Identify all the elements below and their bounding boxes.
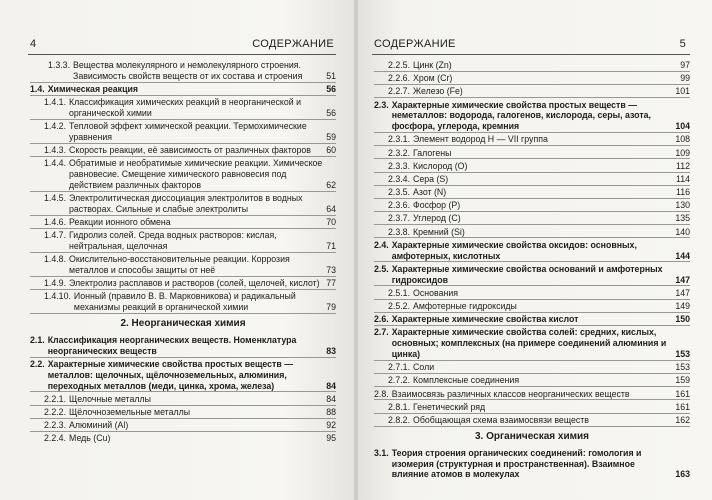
entry-title: Комплексные соединения bbox=[413, 375, 520, 386]
entry-title: Углерод (C) bbox=[413, 213, 461, 224]
entry-title: Характерные химические свойства простых веществ — металлов: щелочных, щёлочноземельных, алюминия, переходных металлов (меди, цинка, хрома, железа) bbox=[47, 359, 294, 391]
entry-title: Окислительно-восстановительные реакции. Коррозия металлов и способы защиты от неё bbox=[69, 254, 290, 276]
entry-number: 2.3.1. bbox=[388, 134, 411, 145]
page-number: 5 bbox=[679, 38, 686, 50]
entry-number: 2.3. bbox=[374, 99, 389, 110]
entry-title: Характерные химические свойства оксидов: основных, амфотерных, кислотных bbox=[391, 239, 637, 261]
entry-page: 59 bbox=[326, 131, 336, 142]
toc-entry[interactable] bbox=[374, 73, 690, 85]
entry-number: 2.2.6. bbox=[388, 73, 411, 84]
toc-entry[interactable] bbox=[30, 60, 336, 83]
entry-number: 1.4. bbox=[30, 83, 45, 94]
entry-number: 1.4.6. bbox=[44, 217, 67, 228]
toc-entry[interactable] bbox=[374, 362, 690, 374]
entry-title: Кислород (O) bbox=[413, 160, 468, 171]
entry-number: 2.3.3. bbox=[388, 160, 411, 171]
entry-page: 84 bbox=[326, 393, 336, 404]
entry-number: 1.4.5. bbox=[44, 193, 67, 204]
toc-entry[interactable] bbox=[30, 121, 336, 144]
entry-number: 2.7.2. bbox=[388, 375, 411, 386]
entry-title: Цинк (Zn) bbox=[413, 60, 452, 70]
entry-title: Скорость реакции, её зависимость от различных факторов bbox=[69, 145, 311, 156]
entry-title: Тепловой эффект химической реакции. Термохимические уравнения bbox=[69, 121, 307, 142]
toc-entry[interactable] bbox=[374, 148, 690, 160]
toc-entry[interactable] bbox=[30, 158, 336, 191]
toc-entry[interactable] bbox=[374, 213, 690, 225]
entry-title: Щёлочноземельные металлы bbox=[69, 406, 191, 417]
toc-entry[interactable] bbox=[374, 240, 690, 263]
entry-number: 1.3.3. bbox=[48, 60, 71, 70]
entry-title: Классификация неорганических веществ. Номенклатура неорганических веществ bbox=[47, 335, 297, 356]
entry-title: Элемент водород H — VII группа bbox=[413, 134, 548, 145]
right-page bbox=[358, 0, 712, 500]
toc-entry[interactable] bbox=[374, 187, 690, 199]
entry-title: Амфотерные гидроксиды bbox=[413, 301, 517, 311]
toc-entry[interactable] bbox=[30, 217, 336, 229]
header-rule bbox=[372, 54, 690, 55]
entry-page: 161 bbox=[675, 401, 690, 412]
toc-entry[interactable] bbox=[374, 448, 690, 480]
entry-page: 64 bbox=[326, 203, 336, 214]
entry-page: 97 bbox=[680, 60, 690, 70]
entry-title: Электролиз расплавов и растворов (солей, щелочей, кислот) bbox=[69, 278, 320, 289]
entry-title: Сера (S) bbox=[413, 173, 449, 184]
chapter-heading: 2. Неорганическая химия bbox=[120, 318, 246, 330]
entry-page: 149 bbox=[675, 301, 690, 311]
header-rule bbox=[28, 54, 336, 55]
toc-entry[interactable] bbox=[30, 193, 336, 216]
entry-number: 1.4.8. bbox=[44, 254, 67, 265]
entry-title: Железо (Fe) bbox=[413, 86, 463, 97]
toc-left bbox=[30, 60, 336, 446]
entry-page: 70 bbox=[326, 217, 336, 228]
entry-number: 2.3.4. bbox=[388, 173, 411, 184]
entry-page: 153 bbox=[675, 348, 690, 359]
entry-title: Хром (Cr) bbox=[413, 73, 453, 84]
entry-page: 88 bbox=[326, 406, 336, 417]
toc-entry[interactable] bbox=[374, 134, 690, 146]
entry-title: Классификация химических реакций в неорганической и органической химии bbox=[69, 97, 302, 118]
entry-page: 83 bbox=[326, 345, 336, 356]
entry-page: 51 bbox=[326, 70, 336, 81]
entry-title: Генетический ряд bbox=[413, 401, 486, 412]
entry-number: 2.7. bbox=[374, 327, 389, 338]
entry-title: Соли bbox=[413, 362, 435, 373]
toc-entry[interactable] bbox=[374, 100, 690, 133]
entry-number: 2.2.3. bbox=[44, 420, 67, 431]
toc-entry[interactable] bbox=[30, 359, 336, 392]
toc-right bbox=[374, 60, 690, 481]
toc-entry[interactable] bbox=[374, 402, 690, 414]
entry-number: 2.3.5. bbox=[388, 187, 411, 198]
running-title: СОДЕРЖАНИЕ bbox=[252, 38, 334, 50]
toc-entry[interactable] bbox=[374, 375, 690, 387]
running-title: СОДЕРЖАНИЕ bbox=[374, 38, 456, 50]
entry-title: Медь (Cu) bbox=[69, 433, 111, 444]
entry-page: 150 bbox=[675, 314, 690, 325]
entry-number: 1.4.2. bbox=[44, 121, 67, 132]
entry-title: Алюминий (Al) bbox=[69, 420, 129, 431]
entry-title: Обратимые и необратимые химические реакции. Химическое равновесие. Смещение химического равновесия под действием различных факторов bbox=[69, 158, 323, 190]
entry-page: 159 bbox=[675, 375, 690, 386]
entry-number: 2.7.1. bbox=[388, 362, 411, 373]
entry-page: 62 bbox=[326, 179, 336, 190]
toc-entry[interactable] bbox=[374, 200, 690, 212]
entry-number: 2.2.2. bbox=[44, 406, 67, 417]
entry-title: Кремний (Si) bbox=[413, 226, 465, 237]
entry-number: 2.2.4. bbox=[44, 433, 67, 444]
entry-page: 84 bbox=[326, 380, 336, 391]
entry-title: Взаимосвязь различных классов неорганических веществ bbox=[391, 388, 630, 399]
toc-entry[interactable] bbox=[374, 389, 690, 401]
entry-number: 2.3.2. bbox=[388, 147, 411, 158]
toc-entry[interactable] bbox=[374, 288, 690, 300]
entry-number: 1.4.9. bbox=[44, 278, 67, 289]
entry-page: 116 bbox=[675, 187, 690, 198]
entry-page: 73 bbox=[326, 265, 336, 276]
page-number: 4 bbox=[30, 38, 37, 50]
toc-entry[interactable] bbox=[30, 230, 336, 253]
entry-title: Электролитическая диссоциация электролитов в водных растворах. Сильные и слабые электролиты bbox=[69, 193, 303, 214]
entry-number: 2.2.1. bbox=[44, 393, 67, 404]
toc-entry[interactable] bbox=[30, 420, 336, 432]
entry-page: 95 bbox=[326, 433, 336, 444]
toc-entry[interactable] bbox=[30, 407, 336, 419]
toc-entry[interactable] bbox=[374, 174, 690, 186]
entry-page: 114 bbox=[675, 173, 690, 184]
toc-entry[interactable] bbox=[374, 415, 690, 427]
toc-entry[interactable] bbox=[374, 327, 690, 360]
entry-number: 2.5. bbox=[374, 263, 389, 274]
toc-entry[interactable] bbox=[374, 314, 690, 326]
entry-number: 2.3.6. bbox=[388, 200, 411, 211]
entry-title: Характерные химические свойства простых веществ — неметаллов: водорода, галогенов, кислорода, серы, азота, фосфора, углерода, кремния bbox=[391, 99, 651, 132]
entry-page: 60 bbox=[326, 145, 336, 156]
toc-entry[interactable] bbox=[30, 433, 336, 444]
entry-page: 56 bbox=[326, 83, 336, 94]
entry-number: 2.4. bbox=[374, 239, 389, 250]
entry-number: 1.4.7. bbox=[44, 230, 67, 241]
entry-number: 1.4.10. bbox=[44, 291, 71, 302]
entry-page: 112 bbox=[675, 160, 690, 171]
entry-number: 2.2.7. bbox=[388, 86, 411, 97]
toc-entry[interactable] bbox=[374, 301, 690, 313]
entry-page: 162 bbox=[675, 414, 690, 425]
entry-number: 1.4.1. bbox=[44, 97, 67, 108]
entry-page: 147 bbox=[675, 274, 690, 285]
entry-title: Теория строения органических соединений: гомология и изомерия (структурная и пространственная). Взаимное влияние атомов в молекулах bbox=[391, 447, 642, 480]
entry-page: 79 bbox=[326, 302, 336, 313]
entry-number: 2.2.5. bbox=[388, 60, 411, 70]
entry-number: 1.4.4. bbox=[44, 158, 67, 169]
entry-number: 3.1. bbox=[374, 447, 389, 458]
entry-title: Реакции ионного обмена bbox=[69, 217, 171, 228]
entry-number: 2.8.2. bbox=[388, 414, 411, 425]
toc-entry[interactable] bbox=[30, 145, 336, 157]
entry-title: Химическая реакция bbox=[47, 83, 139, 94]
entry-page: 147 bbox=[675, 287, 690, 298]
entry-title: Характерные химические свойства солей: средних, кислых, основных; комплексных (на примере соединений алюминия и цинка) bbox=[391, 327, 667, 359]
toc-entry[interactable] bbox=[30, 394, 336, 406]
entry-title: Щелочные металлы bbox=[69, 393, 151, 404]
entry-number: 1.4.3. bbox=[44, 145, 67, 156]
entry-number: 2.8.1. bbox=[388, 401, 411, 412]
entry-title: Ионный (правило В. В. Марковникова) и радикальный механизмы реакций в органической химии bbox=[73, 291, 296, 313]
entry-number: 2.5.2. bbox=[388, 301, 411, 311]
entry-page: 140 bbox=[675, 226, 690, 237]
entry-title: Азот (N) bbox=[413, 187, 447, 198]
entry-page: 108 bbox=[675, 134, 690, 145]
entry-page: 109 bbox=[675, 147, 690, 158]
entry-page: 135 bbox=[675, 213, 690, 224]
toc-entry[interactable] bbox=[30, 97, 336, 120]
entry-number: 2.3.8. bbox=[388, 226, 411, 237]
toc-entry[interactable] bbox=[374, 264, 690, 287]
entry-page: 99 bbox=[680, 73, 690, 84]
toc-entry[interactable] bbox=[30, 278, 336, 290]
entry-title: Гидролиз солей. Среда водных растворов: кислая, нейтральная, щелочная bbox=[69, 230, 277, 252]
entry-page: 104 bbox=[675, 121, 690, 132]
entry-title: Фосфор (P) bbox=[413, 200, 461, 211]
toc-entry[interactable] bbox=[30, 84, 336, 96]
entry-page: 161 bbox=[675, 388, 690, 399]
entry-number: 2.3.7. bbox=[388, 213, 411, 224]
toc-entry[interactable] bbox=[374, 86, 690, 98]
entry-title: Галогены bbox=[413, 147, 452, 158]
entry-page: 101 bbox=[675, 86, 690, 97]
entry-title: Характерные химические свойства оснований и амфотерных гидроксидов bbox=[391, 263, 663, 285]
entry-number: 2.6. bbox=[374, 314, 389, 325]
entry-page: 92 bbox=[326, 420, 336, 431]
toc-entry[interactable] bbox=[30, 291, 336, 314]
entry-number: 2.2. bbox=[30, 359, 45, 370]
entry-title: Вещества молекулярного и немолекулярного строения. Зависимость свойств веществ от их состава и строения bbox=[73, 60, 303, 81]
entry-page: 144 bbox=[675, 250, 690, 261]
toc-entry[interactable] bbox=[30, 335, 336, 358]
entry-page: 71 bbox=[326, 241, 336, 252]
entry-page: 130 bbox=[675, 200, 690, 211]
left-page bbox=[0, 0, 354, 500]
toc-entry[interactable] bbox=[374, 161, 690, 173]
chapter-heading: 3. Органическая химия bbox=[475, 430, 589, 442]
entry-number: 2.8. bbox=[374, 388, 389, 399]
entry-title: Основания bbox=[413, 287, 459, 298]
toc-entry[interactable] bbox=[374, 60, 690, 72]
entry-number: 2.1. bbox=[30, 335, 45, 346]
entry-page: 56 bbox=[326, 107, 336, 118]
toc-entry[interactable] bbox=[374, 227, 690, 239]
entry-number: 2.5.1. bbox=[388, 287, 411, 298]
entry-title: Обобщающая схема взаимосвязи веществ bbox=[413, 414, 589, 425]
entry-page: 77 bbox=[326, 278, 336, 289]
toc-entry[interactable] bbox=[30, 254, 336, 277]
entry-title: Характерные химические свойства кислот bbox=[391, 314, 579, 325]
entry-page: 163 bbox=[675, 469, 690, 480]
entry-page: 153 bbox=[675, 362, 690, 373]
